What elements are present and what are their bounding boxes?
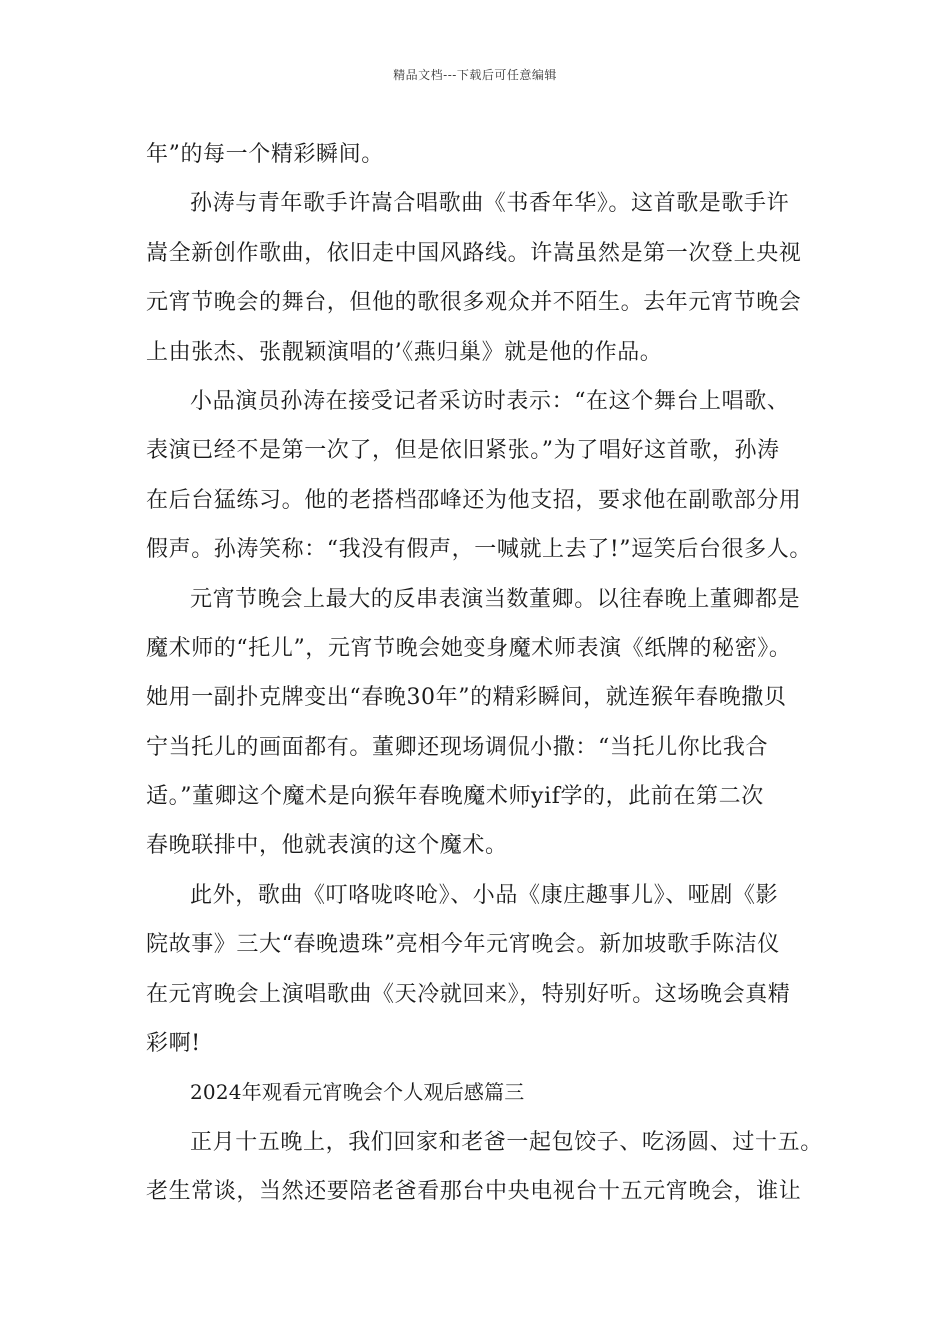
text-line: 表演已经不是第一次了，但是依旧紧张。”为了唱好这首歌，孙涛 [146, 438, 780, 464]
text-line: 小品演员孙涛在接受记者采访时表示：“在这个舞台上唱歌、 [190, 388, 790, 414]
text-line: 在元宵晚会上演唱歌曲《天冷就回来》，特别好听。这场晚会真精 [146, 981, 791, 1007]
text-line: 宁当托儿的画面都有。董卿还现场调侃小撒：“当托儿你比我合 [146, 734, 769, 760]
text-line: 假声。孙涛笑称：“我没有假声，一喊就上去了!”逗笑后台很多人。 [146, 537, 812, 563]
text-line: 适。”董卿这个魔术是向猴年春晚魔术师yif学的，此前在第二次 [146, 784, 764, 810]
text-line: 在后台猛练习。他的老搭档邵峰还为他支招，要求他在副歌部分用 [146, 487, 802, 513]
text-line: 元宵节晚会的舞台，但他的歌很多观众并不陌生。去年元宵节晚会 [146, 290, 802, 316]
text-line: 院故事》三大“春晚遗珠”亮相今年元宵晚会。新加坡歌手陈洁仪 [146, 932, 780, 958]
text-line: 上由张杰、张靓颖演唱的’《燕归巢》就是他的作品。 [146, 339, 663, 365]
text-line: 魔术师的“托儿”，元宵节晚会她变身魔术师表演《纸牌的秘密》。 [146, 635, 792, 661]
text-line: 孙涛与青年歌手许嵩合唱歌曲《书香年华》。这首歌是歌手许 [190, 191, 790, 217]
text-line: 她用一副扑克牌变出“春晚30年”的精彩瞬间，就连猴年春晚撒贝 [146, 685, 787, 711]
text-line: 此外，歌曲《叮咯咙咚呛》、小品《康庄趣事儿》、哑剧《影 [190, 882, 779, 908]
text-line: 元宵节晚会上最大的反串表演当数董卿。以往春晚上董卿都是 [190, 586, 801, 612]
page-header: 精品文档---下载后可任意编辑 [393, 68, 557, 82]
section-heading: 2024年观看元宵晚会个人观后感篇三 [190, 1080, 525, 1105]
text-line: 嵩全新创作歌曲，依旧走中国风路线。许嵩虽然是第一次登上央视 [146, 240, 802, 266]
text-line: 年”的每一个精彩瞬间。 [146, 142, 384, 167]
document-body [146, 130, 821, 1217]
text-line: 正月十五晚上，我们回家和老爸一起包饺子、吃汤圆、过十五。 [190, 1129, 823, 1155]
text-line: 春晚联排中，他就表演的这个魔术。 [146, 833, 508, 859]
text-line: 老生常谈，当然还要陪老爸看那台中央电视台十五元宵晚会，谁让 [146, 1179, 802, 1205]
text-line: 彩啊! [146, 1031, 201, 1057]
